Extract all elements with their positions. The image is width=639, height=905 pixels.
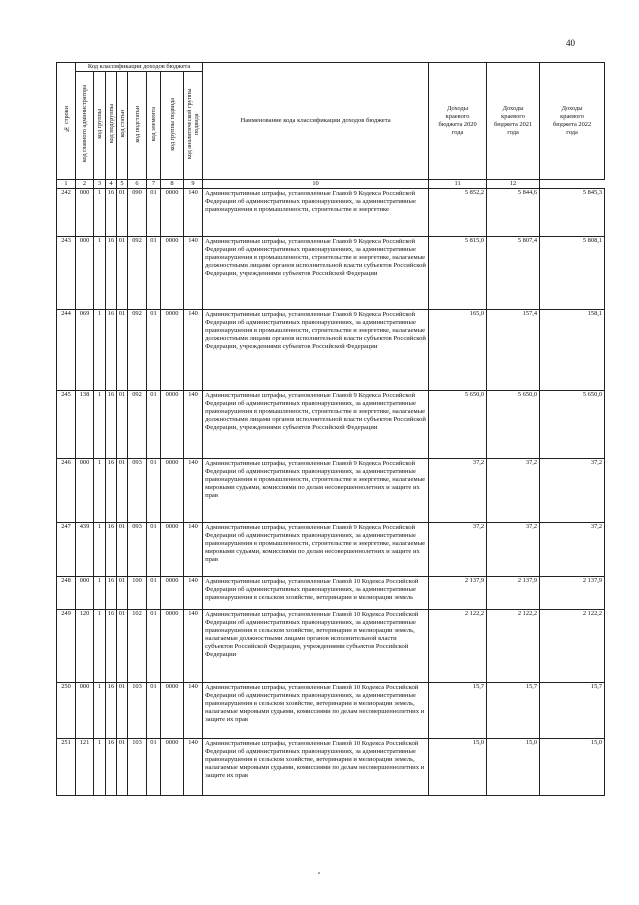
code-subgroup: 16 xyxy=(106,523,117,577)
code-analytic-group: 140 xyxy=(184,459,203,523)
income-2020: 2 122,2 xyxy=(429,610,487,683)
income-2022: 37,2 xyxy=(540,523,605,577)
code-subgroup: 16 xyxy=(106,310,117,391)
income-2022: 2 137,9 xyxy=(540,577,605,610)
income-2020: 2 137,9 xyxy=(429,577,487,610)
code-subarticle: 102 xyxy=(128,610,147,683)
code-admin: 138 xyxy=(76,391,94,459)
code-admin: 000 xyxy=(76,189,94,237)
income-2021: 157,4 xyxy=(487,310,540,391)
header-code-subarticle: код подстатьи xyxy=(128,72,147,180)
income-2021: 5 807,4 xyxy=(487,237,540,310)
code-subarticle: 092 xyxy=(128,237,147,310)
code-article: 01 xyxy=(117,577,128,610)
code-group: 1 xyxy=(94,577,106,610)
code-article: 01 xyxy=(117,459,128,523)
code-group: 1 xyxy=(94,523,106,577)
code-group: 1 xyxy=(94,189,106,237)
header-income-2022: Доходы краевого бюджета 2022 года xyxy=(540,63,605,180)
income-2022: 5 845,3 xyxy=(540,189,605,237)
table-row xyxy=(57,683,605,739)
code-subtype-group: 0000 xyxy=(161,683,184,739)
code-subtype-group: 0000 xyxy=(161,237,184,310)
code-subtype-group: 0000 xyxy=(161,610,184,683)
row-number: 248 xyxy=(57,577,76,610)
code-subgroup: 16 xyxy=(106,459,117,523)
income-2021: 15,7 xyxy=(487,683,540,739)
income-2020: 5 852,2 xyxy=(429,189,487,237)
code-analytic-group: 140 xyxy=(184,237,203,310)
column-number: 2 xyxy=(76,180,94,189)
code-group: 1 xyxy=(94,310,106,391)
table-row xyxy=(57,391,605,459)
code-article: 01 xyxy=(117,310,128,391)
code-subarticle: 103 xyxy=(128,683,147,739)
row-number: 250 xyxy=(57,683,76,739)
income-2021: 37,2 xyxy=(487,523,540,577)
code-subgroup: 16 xyxy=(106,683,117,739)
income-name: Административные штрафы, установленные Главой 9 Кодекса Российской Федерации об административных правонарушениях, за административные правонарушения в промышленности, строительстве и энергетике, налагаемые мировыми судьями, комиссиями по делам несовершеннолетних и защите их прав xyxy=(203,459,429,523)
table-row xyxy=(57,523,605,577)
column-number: 7 xyxy=(147,180,161,189)
row-number: 251 xyxy=(57,739,76,796)
column-number: 12 xyxy=(487,180,540,189)
column-number: 10 xyxy=(203,180,429,189)
row-number: 249 xyxy=(57,610,76,683)
income-name: Административные штрафы, установленные Главой 10 Кодекса Российской Федерации об административных правонарушениях, за административные правонарушения в сельском хозяйстве, ветеринарии и мелиорации земель, налагаемые мировыми судьями, комиссиями по делам несовершеннолетних и защите их прав xyxy=(203,683,429,739)
header-code-article: код статьи xyxy=(117,72,128,180)
header-classification-group: Код классификации доходов бюджета xyxy=(76,63,203,72)
income-2020: 37,2 xyxy=(429,459,487,523)
code-subtype-group: 0000 xyxy=(161,577,184,610)
code-element: 01 xyxy=(147,310,161,391)
income-2020: 165,0 xyxy=(429,310,487,391)
code-element: 01 xyxy=(147,459,161,523)
column-number: 3 xyxy=(94,180,106,189)
code-admin: 000 xyxy=(76,459,94,523)
table-row xyxy=(57,189,605,237)
column-number: 4 xyxy=(106,180,117,189)
code-element: 01 xyxy=(147,523,161,577)
table-row xyxy=(57,459,605,523)
income-2022: 5 808,1 xyxy=(540,237,605,310)
code-admin: 069 xyxy=(76,310,94,391)
income-2021: 2 137,9 xyxy=(487,577,540,610)
income-2022: 15,7 xyxy=(540,683,605,739)
column-number: 6 xyxy=(128,180,147,189)
header-code-analytic-group: код аналитической группы подвида xyxy=(184,72,203,180)
header-code-element: код элемента xyxy=(147,72,161,180)
code-element: 01 xyxy=(147,610,161,683)
income-2022: 5 650,0 xyxy=(540,391,605,459)
code-subgroup: 16 xyxy=(106,189,117,237)
code-analytic-group: 140 xyxy=(184,523,203,577)
code-subgroup: 16 xyxy=(106,610,117,683)
header-row-number: № строки xyxy=(57,63,76,180)
header-code-group: код группы xyxy=(94,72,106,180)
column-number: 8 xyxy=(161,180,184,189)
income-2020: 37,2 xyxy=(429,523,487,577)
code-element: 01 xyxy=(147,577,161,610)
code-article: 01 xyxy=(117,683,128,739)
row-number: 242 xyxy=(57,189,76,237)
code-subarticle: 093 xyxy=(128,459,147,523)
code-subtype-group: 0000 xyxy=(161,189,184,237)
code-group: 1 xyxy=(94,739,106,796)
code-analytic-group: 140 xyxy=(184,577,203,610)
code-subarticle: 092 xyxy=(128,391,147,459)
table-row xyxy=(57,610,605,683)
code-article: 01 xyxy=(117,237,128,310)
income-name: Административные штрафы, установленные Главой 9 Кодекса Российской Федерации об административных правонарушениях, за административные правонарушения в промышленности, строительстве и энергетике, налагаемые должностными лицами органов исполнительной власти субъектов Российской Федерации, учреждениями субъектов Российской Федерации xyxy=(203,391,429,459)
code-admin: 000 xyxy=(76,577,94,610)
column-number: 1 xyxy=(57,180,76,189)
income-name: Административные штрафы, установленные Главой 9 Кодекса Российской Федерации об административных правонарушениях, за административные правонарушения в промышленности, строительстве и энергетике xyxy=(203,189,429,237)
code-article: 01 xyxy=(117,739,128,796)
header-code-admin: код главного администратора xyxy=(76,72,94,180)
code-analytic-group: 140 xyxy=(184,310,203,391)
income-2021: 5 844,6 xyxy=(487,189,540,237)
code-subtype-group: 0000 xyxy=(161,391,184,459)
income-name: Административные штрафы, установленные Главой 9 Кодекса Российской Федерации об административных правонарушениях, за административные правонарушения в промышленности, строительстве и энергетике, налагаемые мировыми судьями, комиссиями по делам несовершеннолетних и защите их прав xyxy=(203,523,429,577)
code-group: 1 xyxy=(94,459,106,523)
income-2020: 15,0 xyxy=(429,739,487,796)
income-2021: 5 650,0 xyxy=(487,391,540,459)
income-name: Административные штрафы, установленные Главой 9 Кодекса Российской Федерации об административных правонарушениях, за административные правонарушения в промышленности, строительстве и энергетике, налагаемые должностными лицами органов исполнительной власти субъектов Российской Федерации, учреждениями субъектов Российской Федерации xyxy=(203,237,429,310)
code-article: 01 xyxy=(117,189,128,237)
header-code-subtype-group: код группы подвида xyxy=(161,72,184,180)
code-admin: 121 xyxy=(76,739,94,796)
code-subtype-group: 0000 xyxy=(161,739,184,796)
code-subarticle: 100 xyxy=(128,577,147,610)
scan-mark xyxy=(318,872,320,874)
code-subgroup: 16 xyxy=(106,391,117,459)
code-element: 01 xyxy=(147,391,161,459)
income-2020: 5 815,0 xyxy=(429,237,487,310)
code-subtype-group: 0000 xyxy=(161,523,184,577)
income-2021: 2 122,2 xyxy=(487,610,540,683)
income-2021: 37,2 xyxy=(487,459,540,523)
column-number: 9 xyxy=(184,180,203,189)
row-number: 245 xyxy=(57,391,76,459)
code-analytic-group: 140 xyxy=(184,683,203,739)
row-number: 247 xyxy=(57,523,76,577)
code-analytic-group: 140 xyxy=(184,391,203,459)
income-2020: 15,7 xyxy=(429,683,487,739)
column-numbers-row xyxy=(57,180,605,189)
income-2021: 15,0 xyxy=(487,739,540,796)
code-admin: 120 xyxy=(76,610,94,683)
row-number: 243 xyxy=(57,237,76,310)
code-admin: 000 xyxy=(76,683,94,739)
row-number: 246 xyxy=(57,459,76,523)
code-subgroup: 16 xyxy=(106,577,117,610)
code-article: 01 xyxy=(117,523,128,577)
income-2022: 2 122,2 xyxy=(540,610,605,683)
page-number: 40 xyxy=(566,38,575,48)
code-admin: 000 xyxy=(76,237,94,310)
code-article: 01 xyxy=(117,610,128,683)
code-group: 1 xyxy=(94,237,106,310)
income-name: Административные штрафы, установленные Главой 10 Кодекса Российской Федерации об административных правонарушениях, за административные правонарушения в сельском хозяйстве, ветеринарии и мелиорации земель xyxy=(203,577,429,610)
code-group: 1 xyxy=(94,610,106,683)
income-2020: 5 650,0 xyxy=(429,391,487,459)
code-analytic-group: 140 xyxy=(184,739,203,796)
column-number: 11 xyxy=(429,180,487,189)
income-2022: 158,1 xyxy=(540,310,605,391)
code-subarticle: 092 xyxy=(128,310,147,391)
code-admin: 439 xyxy=(76,523,94,577)
header-code-subgroup: код подгруппы xyxy=(106,72,117,180)
table-row xyxy=(57,577,605,610)
header-income-2020: Доходы краевого бюджета 2020 года xyxy=(429,63,487,180)
code-subtype-group: 0000 xyxy=(161,310,184,391)
code-element: 01 xyxy=(147,189,161,237)
code-element: 01 xyxy=(147,739,161,796)
income-name: Административные штрафы, установленные Главой 10 Кодекса Российской Федерации об административных правонарушениях, за административные правонарушения в сельском хозяйстве, ветеринарии и мелиорации земель, налагаемые мировыми судьями, комиссиями по делам несовершеннолетних и защите их прав xyxy=(203,739,429,796)
code-subarticle: 103 xyxy=(128,739,147,796)
code-element: 01 xyxy=(147,237,161,310)
code-subarticle: 093 xyxy=(128,523,147,577)
code-article: 01 xyxy=(117,391,128,459)
budget-income-table xyxy=(56,62,605,796)
row-number: 244 xyxy=(57,310,76,391)
code-subgroup: 16 xyxy=(106,237,117,310)
code-group: 1 xyxy=(94,391,106,459)
income-name: Административные штрафы, установленные Главой 9 Кодекса Российской Федерации об административных правонарушениях, за административные правонарушения в промышленности, строительстве и энергетике, налагаемые должностными лицами органов исполнительной власти субъектов Российской Федерации, учреждениями субъектов Российской Федерации xyxy=(203,310,429,391)
income-2022: 37,2 xyxy=(540,459,605,523)
header-name: Наименование кода классификации доходов бюджета xyxy=(203,63,429,180)
code-subtype-group: 0000 xyxy=(161,459,184,523)
header-income-2021: Доходы краевого бюджета 2021 года xyxy=(487,63,540,180)
income-name: Административные штрафы, установленные Главой 10 Кодекса Российской Федерации об административных правонарушениях, за административные правонарушения в сельском хозяйстве, ветеринарии и мелиорации земель, налагаемые должностными лицами органов исполнительной власти субъектов Российской Федерации, учреждениями субъектов Российской Федерации xyxy=(203,610,429,683)
code-element: 01 xyxy=(147,683,161,739)
income-2022: 15,0 xyxy=(540,739,605,796)
code-subarticle: 090 xyxy=(128,189,147,237)
column-number: 5 xyxy=(117,180,128,189)
table-row xyxy=(57,310,605,391)
table-row xyxy=(57,739,605,796)
code-subgroup: 16 xyxy=(106,739,117,796)
code-group: 1 xyxy=(94,683,106,739)
code-analytic-group: 140 xyxy=(184,189,203,237)
code-analytic-group: 140 xyxy=(184,610,203,683)
table-row xyxy=(57,237,605,310)
